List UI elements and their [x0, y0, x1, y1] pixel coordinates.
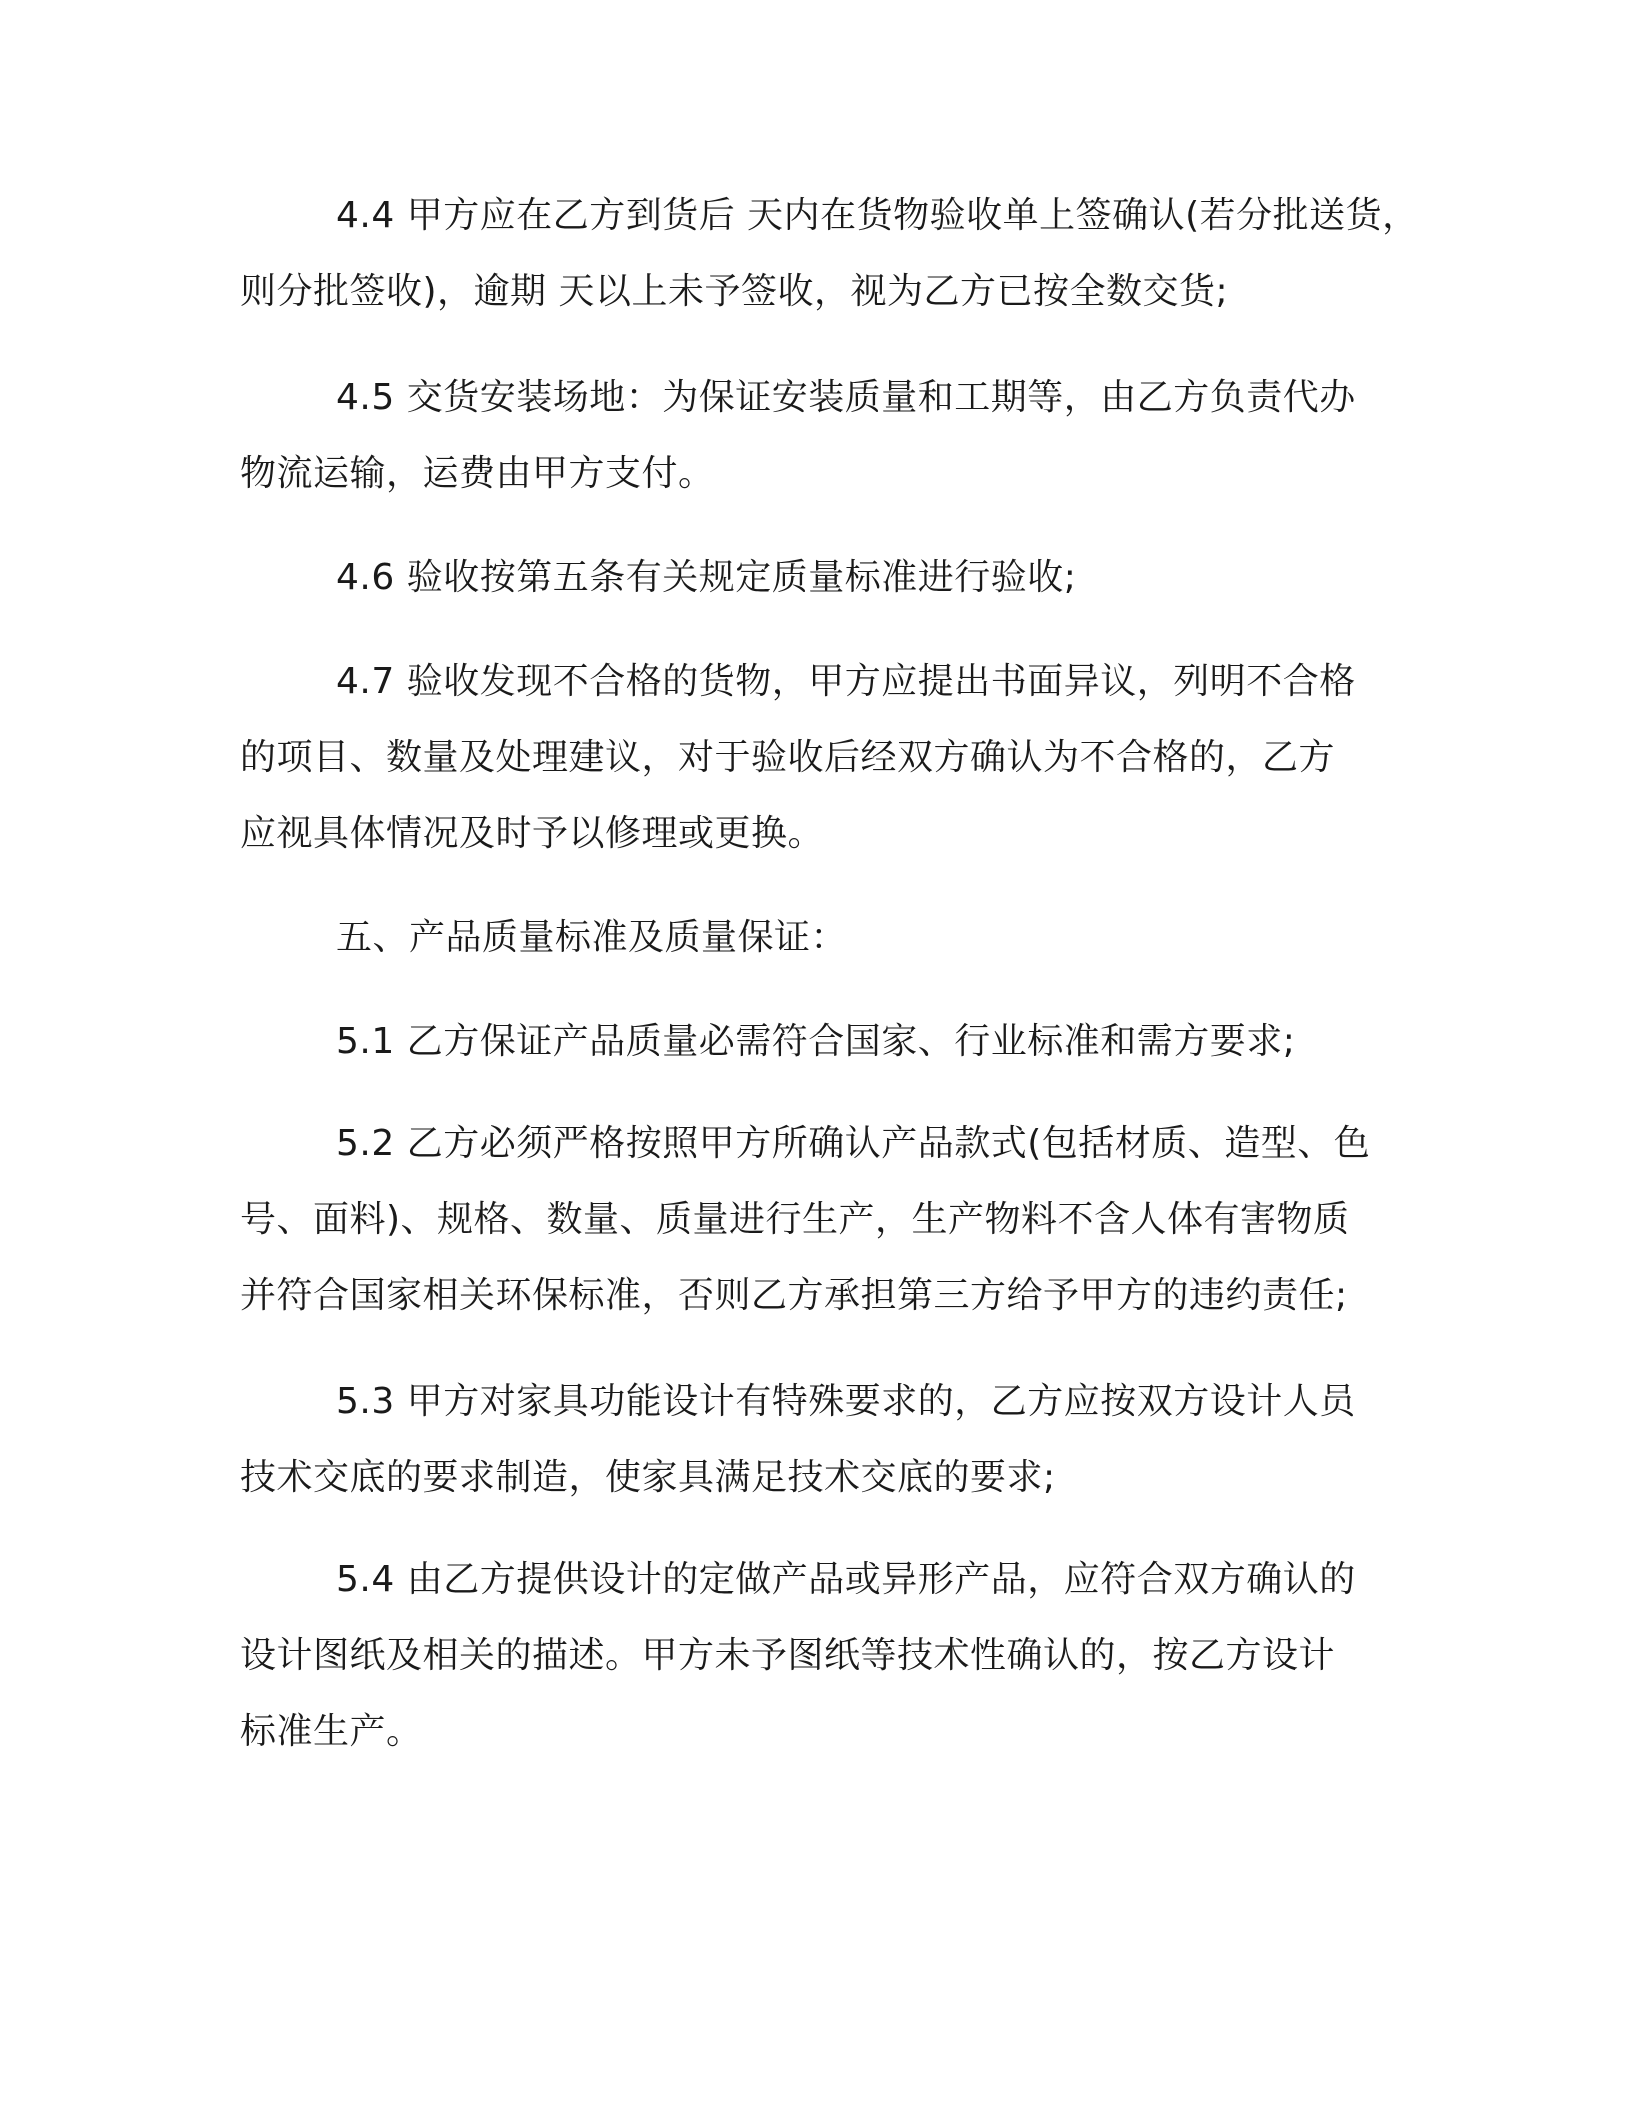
clause-5-1	[240, 1004, 1400, 1080]
clause-5-2	[240, 1106, 1400, 1334]
paragraph-line: 技术交底的要求制造，使家具满足技术交底的要求;	[240, 1457, 1056, 1498]
paragraph-line: 并符合国家相关环保标准，否则乙方承担第三方给予甲方的违约责任;	[240, 1275, 1348, 1316]
clause-4-6	[240, 540, 1400, 616]
paragraph-line: 5.3 甲方对家具功能设计有特殊要求的，乙方应按双方设计人员	[336, 1381, 1356, 1422]
paragraph-line: 应视具体情况及时予以修理或更换。	[240, 813, 825, 854]
clause-5-4	[240, 1542, 1400, 1770]
paragraph-line: 设计图纸及相关的描述。甲方未予图纸等技术性确认的，按乙方设计	[240, 1635, 1336, 1676]
paragraph-line: 5.4 由乙方提供设计的定做产品或异形产品，应符合双方确认的	[336, 1559, 1356, 1600]
paragraph-line: 5.1 乙方保证产品质量必需符合国家、行业标准和需方要求;	[336, 1021, 1296, 1062]
paragraph-line: 的项目、数量及处理建议，对于验收后经双方确认为不合格的，乙方	[240, 737, 1336, 778]
clause-5-3	[240, 1364, 1400, 1516]
clause-4-5	[240, 360, 1400, 512]
paragraph-line: 4.6 验收按第五条有关规定质量标准进行验收;	[336, 557, 1077, 598]
paragraph-line: 4.5 交货安装场地：为保证安装质量和工期等，由乙方负责代办	[336, 377, 1356, 418]
paragraph-line: 物流运输，运费由甲方支付。	[240, 453, 715, 494]
paragraph-line: 5.2 乙方必须严格按照甲方所确认产品款式(包括材质、造型、色	[336, 1123, 1371, 1164]
paragraph-line: 4.4 甲方应在乙方到货后 天内在货物验收单上签确认(若分批送货，	[336, 195, 1419, 236]
paragraph-line: 则分批签收)，逾期 天以上未予签收，视为乙方已按全数交货;	[240, 271, 1229, 312]
section-heading-5	[240, 900, 1400, 976]
paragraph-line: 4.7 验收发现不合格的货物，甲方应提出书面异议，列明不合格	[336, 661, 1356, 702]
clause-4-7	[240, 644, 1400, 872]
clause-4-4	[240, 178, 1419, 330]
section-heading: 五、产品质量标准及质量保证：	[336, 917, 848, 958]
paragraph-line: 号、面料)、规格、数量、质量进行生产，生产物料不含人体有害物质	[240, 1199, 1350, 1240]
paragraph-line: 标准生产。	[240, 1711, 423, 1752]
